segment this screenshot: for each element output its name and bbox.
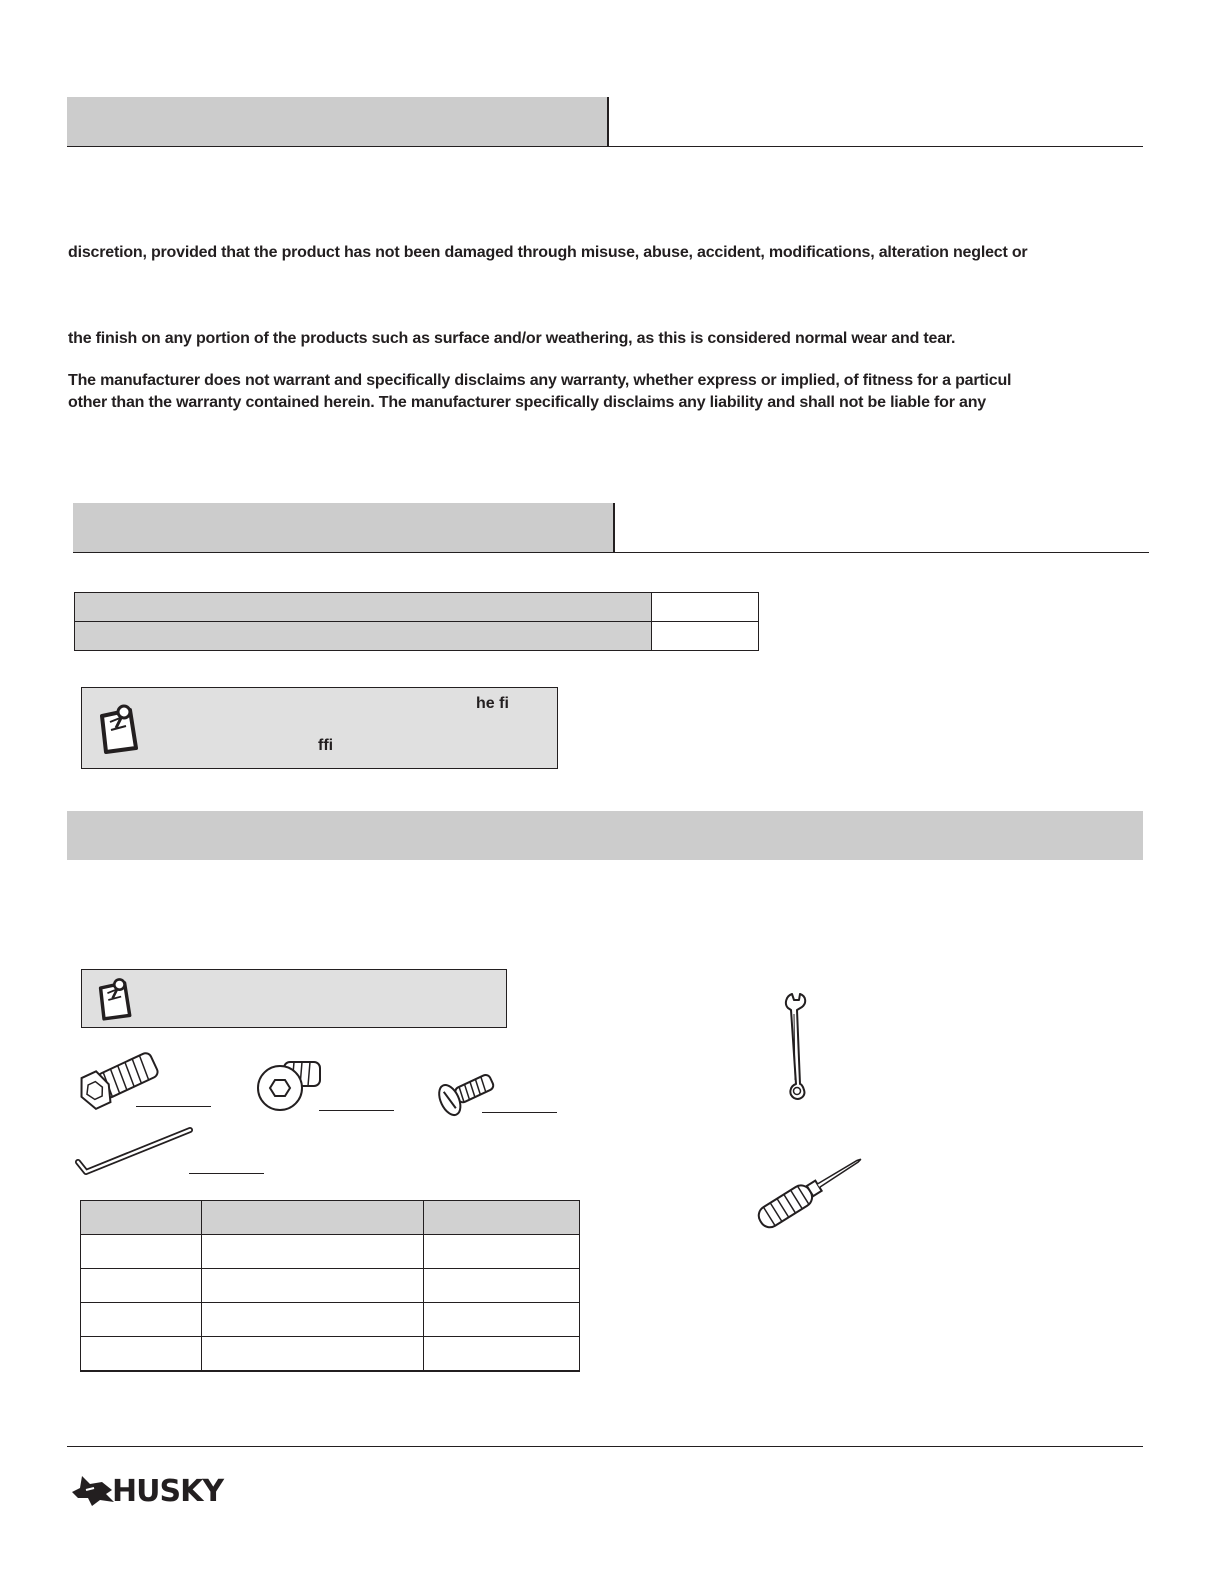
- hardware-table: [80, 1200, 580, 1372]
- table-cell: [424, 1269, 580, 1303]
- table-cell: [202, 1269, 424, 1303]
- table-cell: [424, 1337, 580, 1372]
- pre-installation-header-bar: [67, 811, 1143, 860]
- spec-value-cell: [652, 622, 759, 651]
- table-cell: [81, 1303, 202, 1337]
- husky-dog-logo-icon: [70, 1472, 116, 1508]
- screwdriver-icon: [748, 1150, 872, 1232]
- spec-label-cell: [75, 622, 652, 651]
- table-row: [75, 622, 759, 651]
- specifications-header-bar: [73, 503, 614, 553]
- note-pin-icon: [96, 702, 144, 758]
- hardware-a-label-line: [136, 1106, 211, 1107]
- table-row: [81, 1269, 580, 1303]
- warranty-line-4: other than the warranty contained herein. The manufacturer specifically disclaims any liability and shall not be liable for any: [68, 394, 986, 411]
- note-text-fragment-1: he fi: [476, 695, 509, 712]
- table-cell: [81, 1269, 202, 1303]
- table-header-cell: [424, 1201, 580, 1235]
- table-row: [81, 1337, 580, 1372]
- note-pin-icon: [94, 976, 138, 1024]
- hardware-d-label-line: [189, 1173, 264, 1174]
- table-row: [81, 1235, 580, 1269]
- spec-value-cell: [652, 593, 759, 622]
- hardware-c-label-line: [482, 1112, 557, 1113]
- warranty-header-divider: [607, 97, 609, 147]
- specifications-table: [74, 592, 759, 651]
- table-header-cell: [202, 1201, 424, 1235]
- allen-key-icon: [72, 1124, 196, 1188]
- specifications-note-box: [81, 687, 558, 769]
- hardware-b-label-line: [319, 1110, 394, 1111]
- warranty-header-rule: [67, 146, 1143, 147]
- combination-wrench-icon: [778, 990, 818, 1102]
- warranty-header-bar: [67, 97, 608, 147]
- footer-rule: [67, 1446, 1143, 1447]
- table-row: [81, 1303, 580, 1337]
- table-cell: [81, 1337, 202, 1372]
- table-cell: [202, 1303, 424, 1337]
- hardware-note-box: [81, 969, 507, 1028]
- table-header-cell: [81, 1201, 202, 1235]
- machine-screw-icon: [432, 1062, 502, 1122]
- warranty-line-2: the finish on any portion of the products such as surface and/or weathering, as this is considered normal wear and tear.: [68, 330, 956, 347]
- table-row: [75, 593, 759, 622]
- spec-label-cell: [75, 593, 652, 622]
- table-cell: [202, 1235, 424, 1269]
- table-cell: [424, 1303, 580, 1337]
- table-header-row: [81, 1201, 580, 1235]
- specifications-header-rule: [73, 552, 1149, 553]
- warranty-line-3: The manufacturer does not warrant and specifically disclaims any warranty, whether express or implied, of fitness for a particul: [68, 372, 1012, 389]
- table-cell: [81, 1235, 202, 1269]
- warranty-line-1: discretion, provided that the product has not been damaged through misuse, abuse, accident, modifications, alteration neglect or: [68, 244, 1028, 261]
- brand-logo-text: HUSKY: [112, 1474, 224, 1509]
- table-cell: [202, 1337, 424, 1372]
- hex-bolt-icon: [72, 1040, 168, 1120]
- specifications-header-divider: [613, 503, 615, 553]
- note-text-fragment-2: ffi: [318, 737, 334, 754]
- table-cell: [424, 1235, 580, 1269]
